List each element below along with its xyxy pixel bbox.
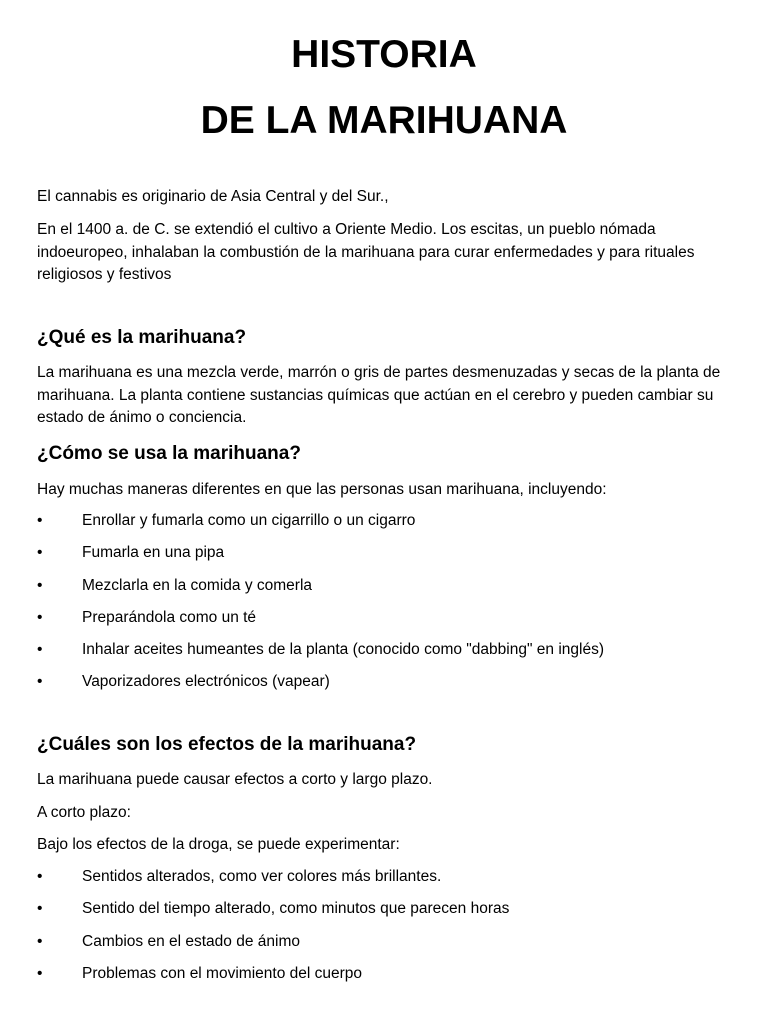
- bullet-icon: •: [37, 964, 43, 982]
- section-heading-effects: ¿Cuáles son los efectos de la marihuana?: [37, 734, 417, 755]
- list-item-text: Sentidos alterados, como ver colores más brillantes.: [82, 868, 442, 885]
- list-item: [37, 898, 749, 930]
- list-item: [37, 510, 749, 542]
- list-item-text: Vaporizadores electrónicos (vapear): [82, 673, 330, 691]
- list-item-text: Problemas con el movimiento del cuerpo: [82, 964, 362, 982]
- list-item-text: Sentido del tiempo alterado, como minutos que parecen horas: [82, 900, 510, 918]
- list-item-text: Enrollar y fumarla como un cigarrillo o un cigarro: [82, 512, 416, 529]
- bullet-icon: •: [37, 576, 43, 594]
- section-heading-what: ¿Qué es la marihuana?: [37, 327, 247, 348]
- section-how-intro: Hay muchas maneras diferentes en que las personas usan marihuana, incluyendo:: [37, 481, 607, 498]
- section-effects-intro: La marihuana puede causar efectos a corto y largo plazo.: [37, 771, 433, 788]
- bullet-icon: •: [37, 673, 43, 691]
- list-item-text: Mezclarla en la comida y comerla: [82, 576, 313, 594]
- section-effects-experience: Bajo los efectos de la droga, se puede experimentar:: [37, 836, 400, 853]
- list-item: [37, 931, 749, 963]
- section-heading-how: ¿Cómo se usa la marihuana?: [37, 443, 301, 464]
- list-item-text: Inhalar aceites humeantes de la planta (conocido como "dabbing" en inglés): [82, 641, 604, 659]
- usage-methods-list: [37, 510, 749, 704]
- list-item: [37, 671, 749, 703]
- document-title-line-1: HISTORIA: [291, 33, 477, 76]
- list-item: [37, 575, 749, 607]
- bullet-icon: •: [37, 641, 43, 659]
- effects-list: [37, 866, 749, 995]
- list-item: [37, 866, 749, 898]
- list-item-text: Cambios en el estado de ánimo: [82, 932, 300, 950]
- bullet-icon: •: [37, 900, 43, 918]
- intro-paragraph-origin: El cannabis es originario de Asia Central y del Sur.,: [37, 188, 389, 205]
- list-item-text: Fumarla en una pipa: [82, 544, 225, 562]
- bullet-icon: •: [37, 608, 43, 626]
- section-effects-short-term: A corto plazo:: [37, 804, 131, 821]
- list-item: [37, 542, 749, 574]
- intro-paragraph-history: En el 1400 a. de C. se extendió el cultivo a Oriente Medio. Los escitas, un pueblo nómada indoeuropeo, inhalaban la combustión de la marihuana para curar enfermedades y para rituales religiosos y festivos: [37, 221, 695, 283]
- bullet-icon: •: [37, 868, 43, 885]
- document-title-line-2: DE LA MARIHUANA: [200, 99, 568, 142]
- section-what-body: La marihuana es una mezcla verde, marrón o gris de partes desmenuzadas y secas de la planta de marihuana. La planta contiene sustancias químicas que actúan en el cerebro y pueden cambiar su estado de ánimo o conciencia.: [37, 364, 721, 426]
- bullet-icon: •: [37, 544, 43, 562]
- list-item-text: Preparándola como un té: [82, 608, 257, 626]
- list-item: [37, 639, 749, 671]
- list-item: [37, 607, 749, 639]
- bullet-icon: •: [37, 512, 43, 529]
- bullet-icon: •: [37, 932, 43, 950]
- list-item: [37, 963, 749, 995]
